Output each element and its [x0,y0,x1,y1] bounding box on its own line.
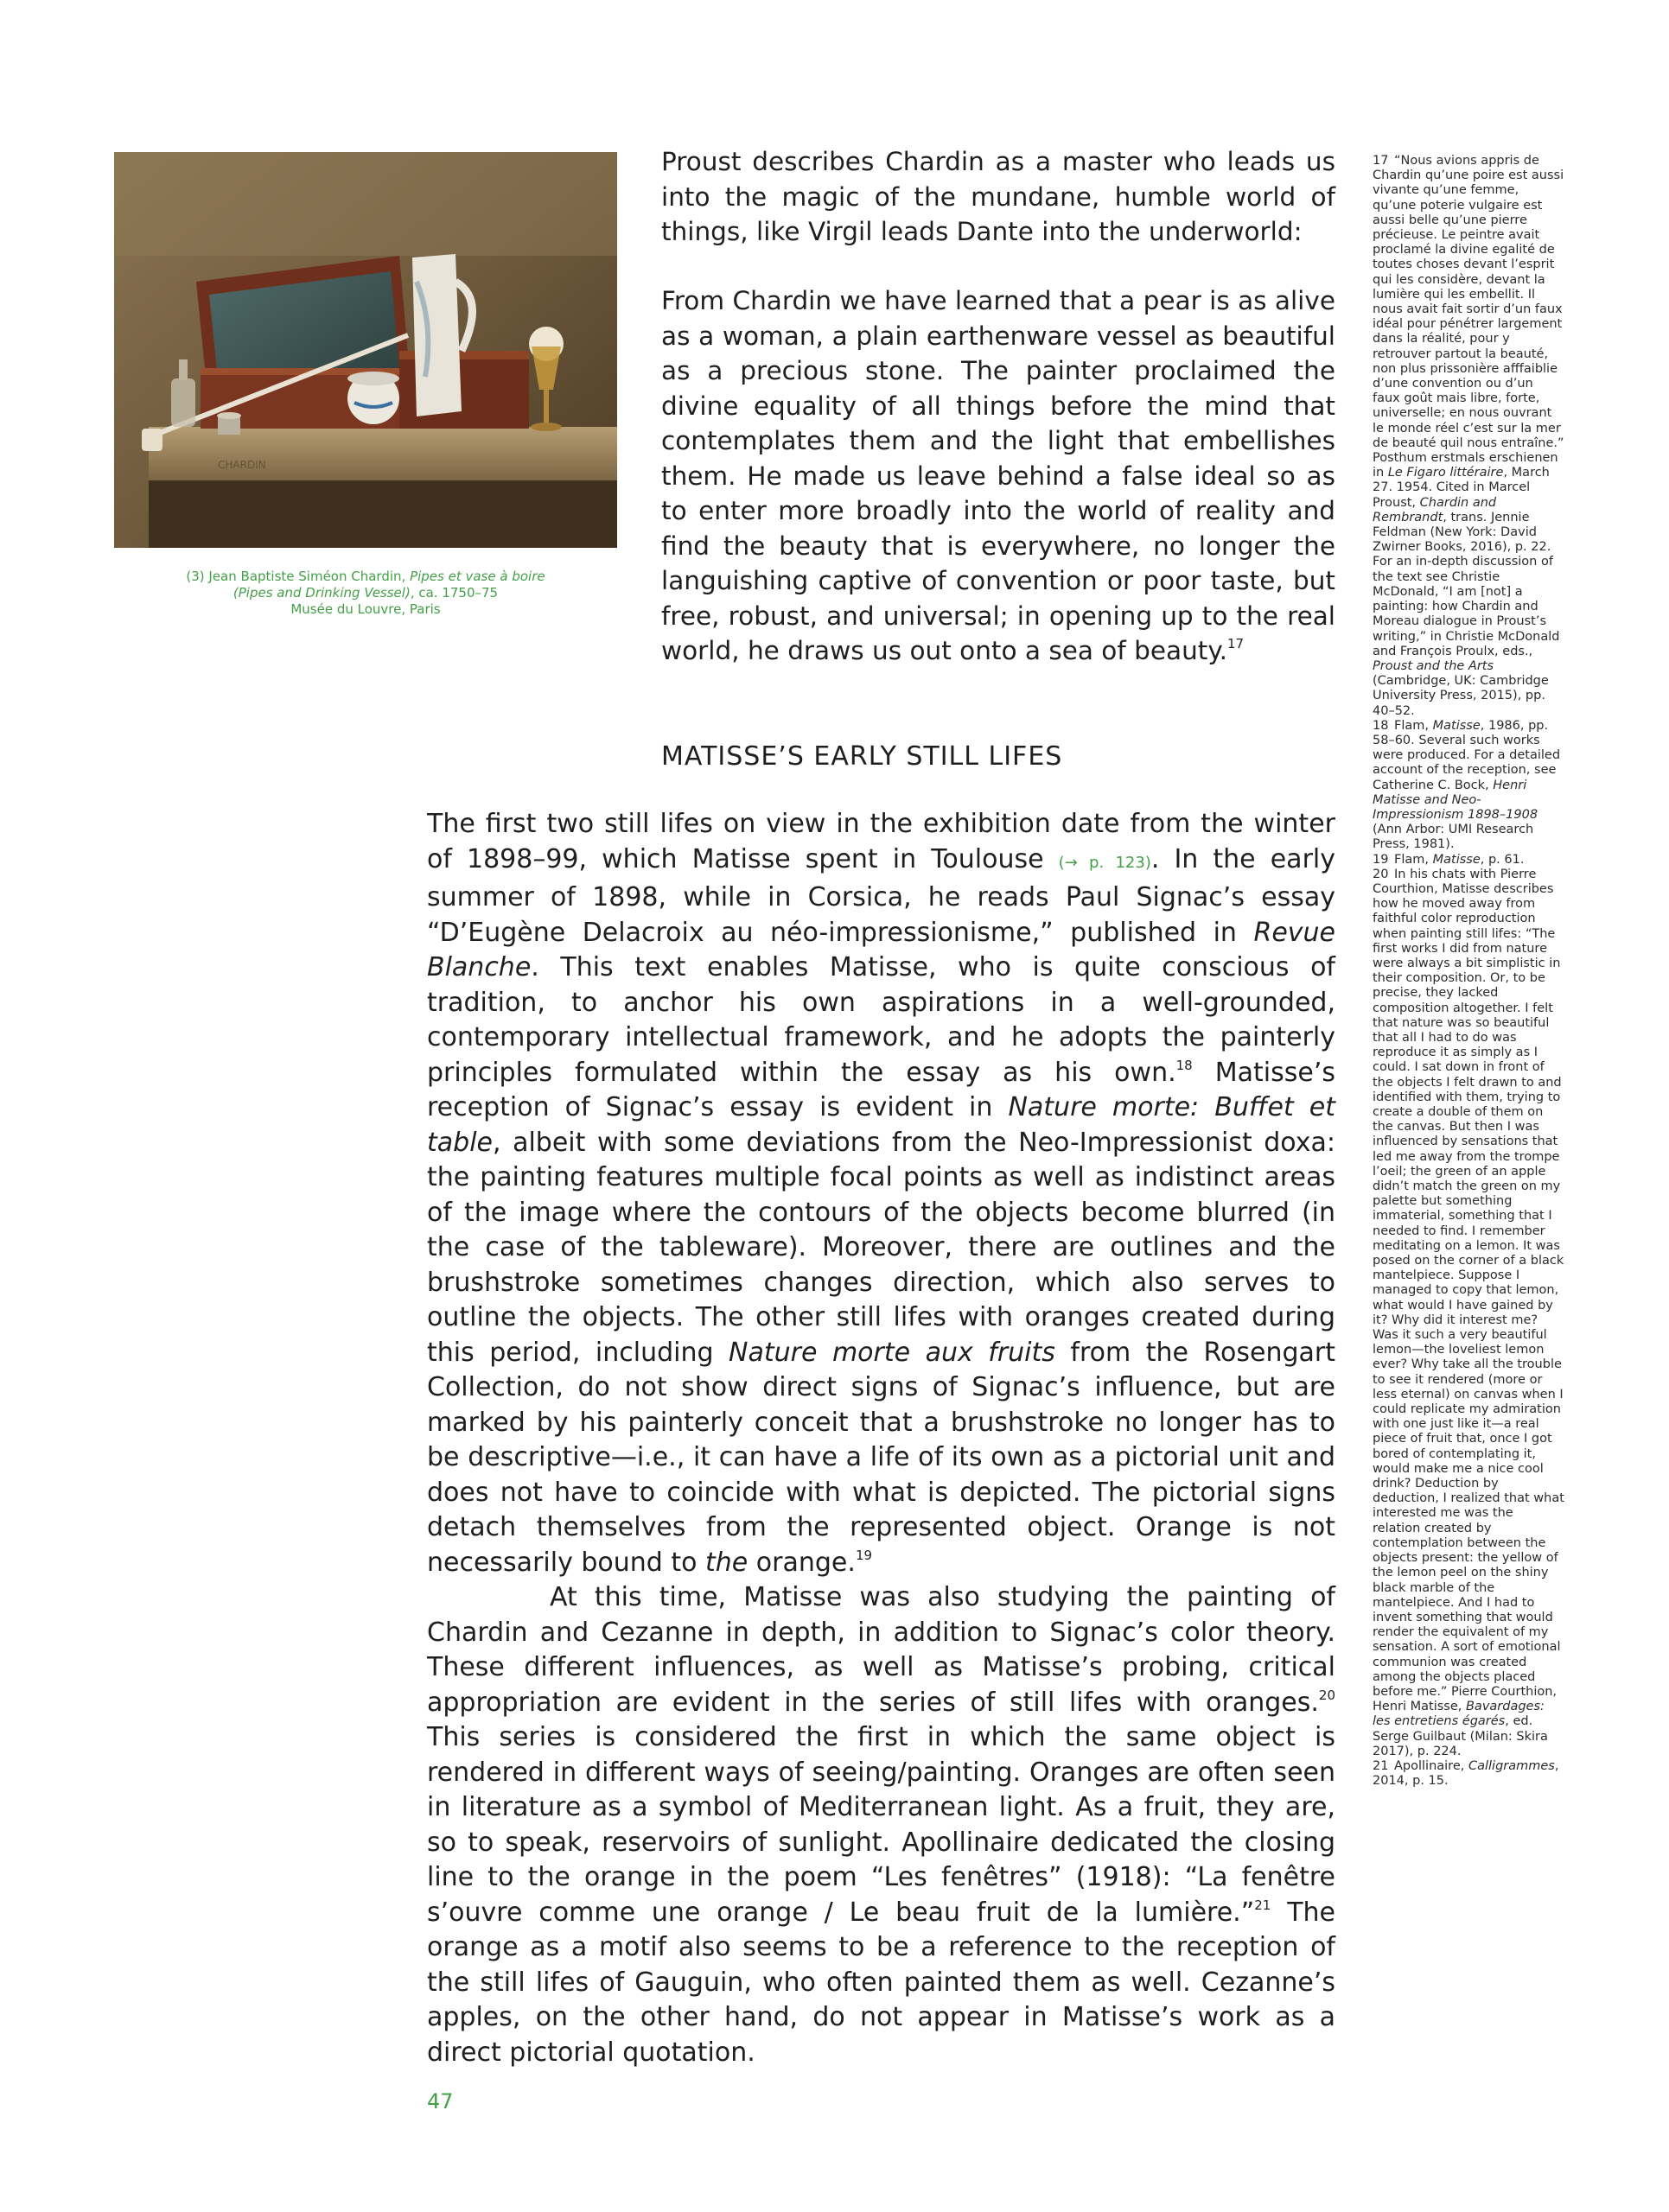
intro-text: Proust describes Chardin as a master who leads us into the magic of the mundane, humble world of things, like Virgil leads Dante into the underworld: [661,147,1335,246]
footnote-italic: Le Figaro littéraire [1387,466,1504,480]
footnote-text: (Cambridge, UK: Cambridge University Press, 2015), pp. 40–52. [1373,674,1549,718]
emphasis-text: the [705,1547,749,1578]
body-text-span: orange. [748,1547,856,1578]
body-text-span: At this time, Matisse was also studying the painting of Chardin and Cezanne in depth, in addition to Signac’s color theory. These different influences, as well as Matisse’s probing, critical appropriation are evident in the series of still lifes with oranges. [427,1582,1335,1718]
footnote-ref-19[interactable]: 19 [855,1547,873,1563]
body-text-span: Matisse’s reception of Signac’s essay is evident in [427,1057,1335,1122]
footnote-text: “Nous avions appris de Chardin qu’une poire est aussi vivante qu’une femme, qu’une poterie vulgaire est aussi belle qu’une pierre précieuse. Le peintre avait proclamé la divine egalité de toutes choses devant l’esprit qui les considère, devant la lumière qui les embellit. Il nous avait fait sortir d’un faux idéal pour pénétrer largement dans la réalité, pour y retrouver partout la beauté, non plus prissonière afffaiblie d’une convention ou d’un faux goût mais libre, forte, universelle; en nous ouvrant le monde réel c’est sur la mer de beauté quil nous entraîne.” Posthum erstmals erschienen in [1373,154,1564,480]
footnote-text: , March 27. 1954. Cited in Marcel Proust, [1373,466,1550,510]
footnote-18 [1373,719,1564,853]
footnote-italic: Henri Matisse and Neo-Impressionism 1898–1908 [1373,778,1538,822]
footnotes-column [1373,154,1564,1789]
body-text-span: . In the early summer of 1898, while in Corsica, he reads Paul Signac’s essay “D’Eugène Delacroix au néo-impressionisme,” published in [427,843,1335,948]
intro-paragraph [661,144,1335,250]
caption-line-1 [114,569,617,585]
body-paragraph-1 [427,807,1335,1580]
body-text-span: The first two still lifes on view in the exhibition date from the winter of 1898–99, which Matisse spent in Toulouse [427,809,1335,874]
footnote-text: Apollinaire, [1394,1758,1468,1773]
artwork-title: Nature morte: Buffet et table [427,1092,1335,1158]
footnote-text: In his chats with Pierre Courthion, Matisse describes how he moved away from faithful color reproduction when painting still lifes: “The first works I did from nature were always a bit simplistic in their composition. Or, to be precise, they lacked composition altogether. I felt that nature was so beautiful that all I had to do was reproduce it as simply as I could. I sat down in front of the objects I felt drawn to and identified with them, trying to create a double of them on the canvas. But then I was influenced by sensations that led me away from the trompe l’oeil; the green of an apple didn’t match the green on my palette but something immaterial, something that I needed to find. I remember meditating on a lemon. It was posed on the corner of a black mantelpiece. Suppose I managed to copy that lemon, what would I have gained by it? Why did it interest me? Was it such a very beautiful lemon—the loveliest lemon ever? Why take all the trouble to see it rendered (more or less eternal) on canvas when I could replicate my admiration with one just like it—a real piece of fruit that, once I got bored of contemplating it, would make me a nice cool drink? Deduction by deduction, I realized that what interested me was the relation created by contemplation between the objects present: the yellow of the lemon peel on the shiny black marble of the mantelpiece. And I had to invent something that would render the equivalent of my sensation. A sort of emotional communion was created among the objects placed before me.” Pierre Courthion, Henri Matisse, [1373,867,1564,1714]
publication-title: Revue Blanche [427,917,1335,982]
footnote-italic: Calligrammes [1468,1758,1555,1773]
footnote-ref-18[interactable]: 18 [1175,1057,1193,1073]
footnote-number: 17 [1373,154,1389,168]
caption-title-english: (Pipes and Drinking Vessel) [233,585,411,601]
footnote-number: 21 [1373,1758,1389,1773]
footnote-number: 18 [1373,718,1389,733]
caption-artist: (3) Jean Baptiste Siméon Chardin, [186,569,411,584]
footnote-ref-20[interactable]: 20 [1318,1687,1335,1703]
footnote-italic: Bavardages: les entretiens égarés [1373,1700,1545,1729]
figure-caption [114,569,617,618]
footnote-21 [1373,1759,1564,1789]
footnote-19 [1373,853,1564,868]
footnote-text: , trans. Jennie Feldman (New York: David Zwirner Books, 2016), p. 22. For an in-depth discussion of the text see Christie McDonald, “I am [not] a painting: how Chardin and Moreau dialogue in Proust’s writing,” in Christie McDonald and François Proulx, eds., [1373,510,1560,658]
quote-text: From Chardin we have learned that a pear is as alive as a woman, a plain earthenware vessel as beautiful as a precious stone. The painter proclaimed the divine equality of all things before the mind that contemplates them and the light that embellishes them. He made us leave behind a false ideal so as to enter more broadly into the world of reality and find the beauty that is everywhere, no longer the languishing captive of convention or poor taste, but free, robust, and universal; in opening up to the real world, he draws us out onto a sea of beauty. [661,286,1335,665]
footnote-text: Flam, [1394,852,1433,867]
body-text-span: , albeit with some deviations from the Neo-Impressionist doxa: the painting features multiple focal points as well as indistinct areas of the image where the contours of the objects become blurred (in the case of the tableware). Moreover, there are outlines and the brushstroke sometimes changes direction, which also serves to outline the objects. The other still lifes with oranges created during this period, including [427,1127,1335,1368]
body-text [427,807,1335,2070]
footnote-text: , p. 61. [1480,852,1525,867]
page-cross-reference-link[interactable]: (→ p. 123) [1058,853,1151,872]
body-text-span: This series is considered the first in which the same object is rendered in different ways of seeing/painting. Oranges are often seen in literature as a symbol of Mediterranean light. As a fruit, they are, so to speak, reservoirs of sunlight. Apollinaire dedicated the closing line to the orange in the poem “Les fenêtres” (1918): “La fenêtre s’ouvre comme une orange / Le beau fruit de la lumière.” [427,1722,1335,1928]
footnote-italic: Chardin and Rembrandt [1373,495,1497,524]
footnote-17 [1373,154,1564,719]
footnote-italic: Matisse [1432,718,1481,733]
footnote-text: Flam, [1394,718,1433,733]
section-heading: MATISSE’S EARLY STILL LIFES [661,741,1063,772]
block-quote [661,283,1335,669]
body-text-span: from the Rosengart Collection, do not show direct signs of Signac’s influence, but are marked by his painterly conceit that a brushstroke no longer has to be descriptive—i.e., it can have a life of its own as a pictorial unit and does not have to coincide with what is depicted. The pictorial signs detach themselves from the represented object. Orange is not necessarily bound to [427,1337,1335,1578]
footnote-text: , 1986, pp. 58–60. Several such works were produced. For a detailed account of the reception, see Catherine C. Bock, [1373,718,1561,792]
artwork-title: Nature morte aux fruits [729,1337,1055,1368]
page-number: 47 [427,2089,454,2113]
caption-line-2 [114,585,617,601]
footnote-italic: Proust and the Arts [1373,658,1494,673]
footnote-italic: Matisse [1432,852,1481,867]
footnote-ref-17[interactable]: 17 [1226,636,1245,652]
footnote-number: 19 [1373,852,1389,867]
body-text-span: . This text enables Matisse, who is quite conscious of tradition, to anchor his own aspirations in a well-grounded, contemporary intellectual framework, and he adopts the painterly principles formulated within the essay as his own. [427,952,1335,1088]
footnote-number: 20 [1373,867,1389,881]
caption-title: Pipes et vase à boire [410,569,545,584]
body-text-span: The orange as a motif also seems to be a reference to the reception of the still lifes of Gauguin, who often painted them as well. Cezanne’s apples, on the other hand, do not appear in Matisse’s work as a direct pictorial quotation. [427,1897,1335,2068]
body-paragraph-2 [427,1580,1335,2070]
painting-signature: CHARDIN [218,459,266,471]
footnote-ref-21[interactable]: 21 [1254,1897,1271,1913]
chardin-painting-image [114,152,617,548]
footnote-text: , 2014, p. 15. [1373,1758,1559,1789]
footnote-20 [1373,868,1564,1759]
footnote-text: (Ann Arbor: UMI Research Press, 1981). [1373,823,1534,852]
footnote-text: , ed. Serge Guilbaut (Milan: Skira 2017), p. 224. [1373,1714,1548,1758]
caption-collection: Musée du Louvre, Paris [290,601,441,617]
caption-date: , ca. 1750–75 [410,585,499,601]
